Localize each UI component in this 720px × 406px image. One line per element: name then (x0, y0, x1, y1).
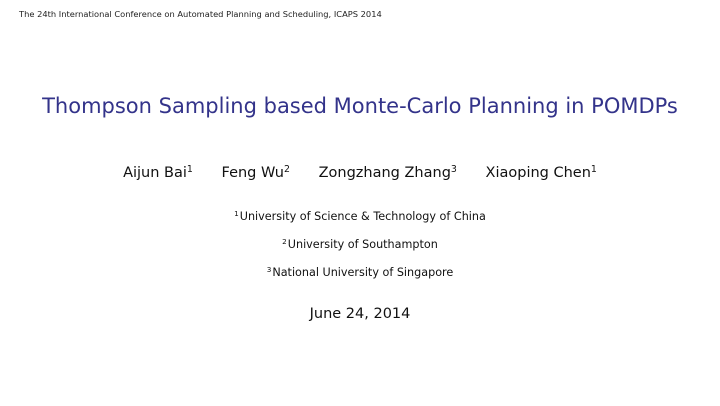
author-affil-mark: 1 (186, 163, 193, 175)
affiliation-3 (0, 263, 720, 291)
author-affil-mark: 3 (450, 163, 457, 175)
author-name: Zongzhang Zhang (318, 165, 451, 181)
affiliation-1 (0, 207, 720, 235)
affiliation-name: National University of Singapore (272, 266, 454, 279)
author-1 (123, 165, 193, 181)
affiliation-mark: 1 (234, 209, 239, 218)
author-list (0, 165, 720, 181)
author-affil-mark: 2 (284, 163, 290, 175)
author-affil-mark: 1 (590, 163, 597, 175)
author-3 (319, 165, 457, 181)
author-2 (222, 165, 290, 181)
author-name: Feng Wu (221, 165, 284, 181)
affiliation-2 (0, 235, 720, 263)
affiliation-list (0, 207, 720, 291)
affiliation-mark: 3 (266, 265, 272, 274)
author-name: Xiaoping Chen (485, 165, 591, 181)
conference-header: The 24th International Conference on Automated Planning and Scheduling, ICAPS 2014 (19, 9, 382, 19)
author-4 (486, 165, 597, 181)
author-name: Aijun Bai (123, 165, 187, 181)
affiliation-name: University of Science & Technology of China (239, 210, 486, 223)
slide-title: Thompson Sampling based Monte-Carlo Planning in POMDPs (42, 94, 678, 118)
presentation-date: June 24, 2014 (309, 306, 411, 322)
affiliation-name: University of Southampton (287, 238, 438, 251)
affiliation-mark: 2 (282, 237, 287, 246)
